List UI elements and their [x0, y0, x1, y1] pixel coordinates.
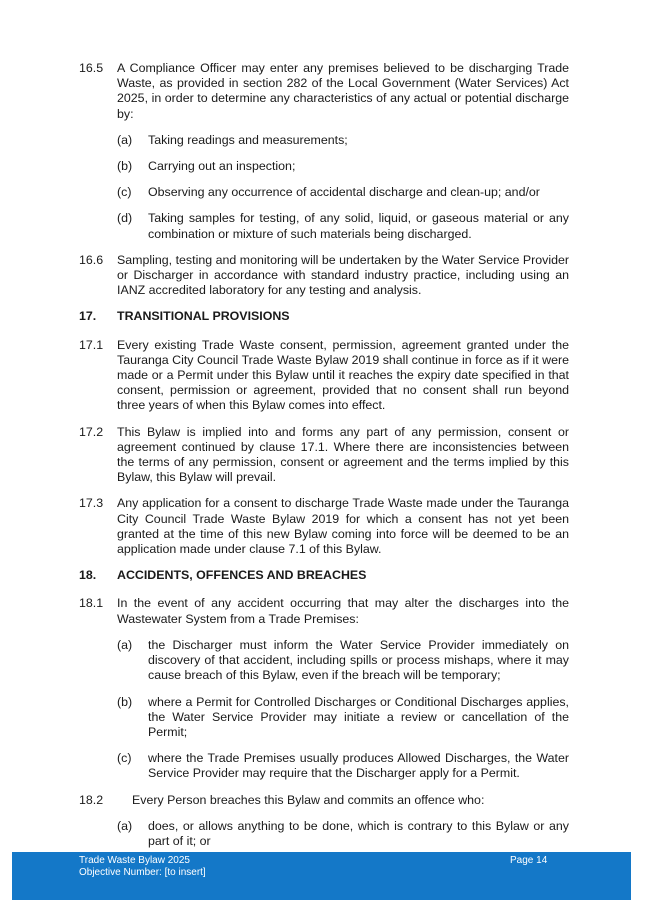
sub-text: Carrying out an inspection;: [148, 159, 296, 174]
clause-16-5-a: [117, 133, 569, 148]
clause-number: 17.2: [79, 424, 104, 439]
sub-label: (b): [117, 159, 133, 174]
sub-label: (c): [117, 185, 132, 200]
sub-text: where a Permit for Controlled Discharges or Conditional Discharges applies, the Water Service Provider may initiate a review or cancellation of the Permit;: [148, 694, 569, 739]
clause-18-1: [79, 596, 569, 626]
footer-objective-number: Objective Number: [to insert]: [79, 867, 206, 878]
sub-text: Observing any occurrence of accidental discharge and clean-up; and/or: [148, 185, 540, 200]
sub-text: does, or allows anything to be done, which is contrary to this Bylaw or any part of it; or: [148, 818, 569, 848]
footer-page-number: Page 14: [510, 855, 548, 866]
clause-18-1-c: [117, 751, 569, 781]
section-title: ACCIDENTS, OFFENCES AND BREACHES: [117, 568, 367, 583]
clause-number: 18.1: [79, 596, 104, 611]
sub-label: (a): [117, 637, 133, 652]
clause-18-1-b: [117, 695, 569, 741]
sub-text: the Discharger must inform the Water Service Provider immediately on discovery of that accident, including spills or process mishaps, where it may cause breach of this Bylaw, even if the breach will be temporary;: [148, 637, 569, 683]
sub-label: (a): [117, 818, 133, 833]
clause-16-5-d: [117, 211, 569, 241]
clause-18-1-a: [117, 638, 569, 684]
section-heading-18: [79, 568, 569, 583]
section-number: 18.: [79, 568, 97, 583]
clause-number: 17.3: [79, 496, 104, 511]
clause-text: Sampling, testing and monitoring will be undertaken by the Water Service Provider or Discharger in accordance with standard industry practice, including using an IANZ accredited laboratory for any testing and analysis.: [117, 252, 569, 298]
section-title: TRANSITIONAL PROVISIONS: [117, 309, 290, 324]
clause-number: 16.6: [79, 252, 104, 267]
page-footer: [12, 852, 631, 900]
clause-text: Every Person breaches this Bylaw and commits an offence who:: [132, 792, 485, 807]
sub-label: (a): [117, 132, 133, 147]
clause-16-5: [79, 61, 569, 122]
document-body: [79, 61, 569, 860]
section-heading-17: [79, 309, 569, 324]
clause-17-2: [79, 425, 569, 486]
clause-16-5-c: [117, 185, 569, 200]
sub-label: (b): [117, 694, 133, 709]
clause-16-5-b: [117, 159, 569, 174]
clause-number: 18.2: [79, 792, 104, 807]
sub-text: Taking samples for testing, of any solid, liquid, or gaseous material or any combination or mixture of such materials being discharged.: [148, 211, 569, 241]
clause-text: Any application for a consent to discharge Trade Waste made under the Tauranga City Council Trade Waste Bylaw 2019 for which a consent has not yet been granted at the time of this new Bylaw coming into force will be deemed to be an application made under clause 7.1 of this Bylaw.: [117, 496, 569, 557]
sub-text: where the Trade Premises usually produces Allowed Discharges, the Water Service Provider may require that the Discharger apply for a Permit.: [148, 751, 569, 781]
clause-number: 16.5: [79, 61, 104, 75]
clause-18-2-a: [117, 819, 569, 849]
clause-text: This Bylaw is implied into and forms any part of any permission, consent or agreement continued by clause 17.1. Where there are inconsistencies between the terms of any permission, consent or agreement and the terms implied by this Bylaw, this Bylaw will prevail.: [117, 424, 569, 485]
clause-17-1: [79, 338, 569, 414]
clause-text: A Compliance Officer may enter any premises believed to be discharging Trade Waste, as provided in section 282 of the Local Government (Water Services) Act 2025, in order to determine any characteristics of any actual or potential discharge by:: [117, 61, 569, 121]
section-number: 17.: [79, 309, 97, 324]
clause-18-2: [79, 793, 569, 808]
clause-text: Every existing Trade Waste consent, permission, agreement granted under the Tauranga City Council Trade Waste Bylaw 2019 shall continue in force as if it were made or a Permit under this Bylaw until it reaches the expiry date specified in that consent, permission or agreement, provided that no consent shall run beyond three years of when this Bylaw comes into effect.: [117, 337, 569, 413]
sub-text: Taking readings and measurements;: [148, 132, 348, 147]
footer-title: Trade Waste Bylaw 2025: [79, 855, 190, 866]
clause-17-3: [79, 496, 569, 557]
sub-label: (d): [117, 211, 133, 226]
clause-16-6: [79, 253, 569, 299]
footer-left: [79, 855, 206, 879]
sub-label: (c): [117, 751, 132, 766]
clause-text: In the event of any accident occurring that may alter the discharges into the Wastewater System from a Trade Premises:: [117, 596, 569, 626]
clause-number: 17.1: [79, 337, 104, 352]
